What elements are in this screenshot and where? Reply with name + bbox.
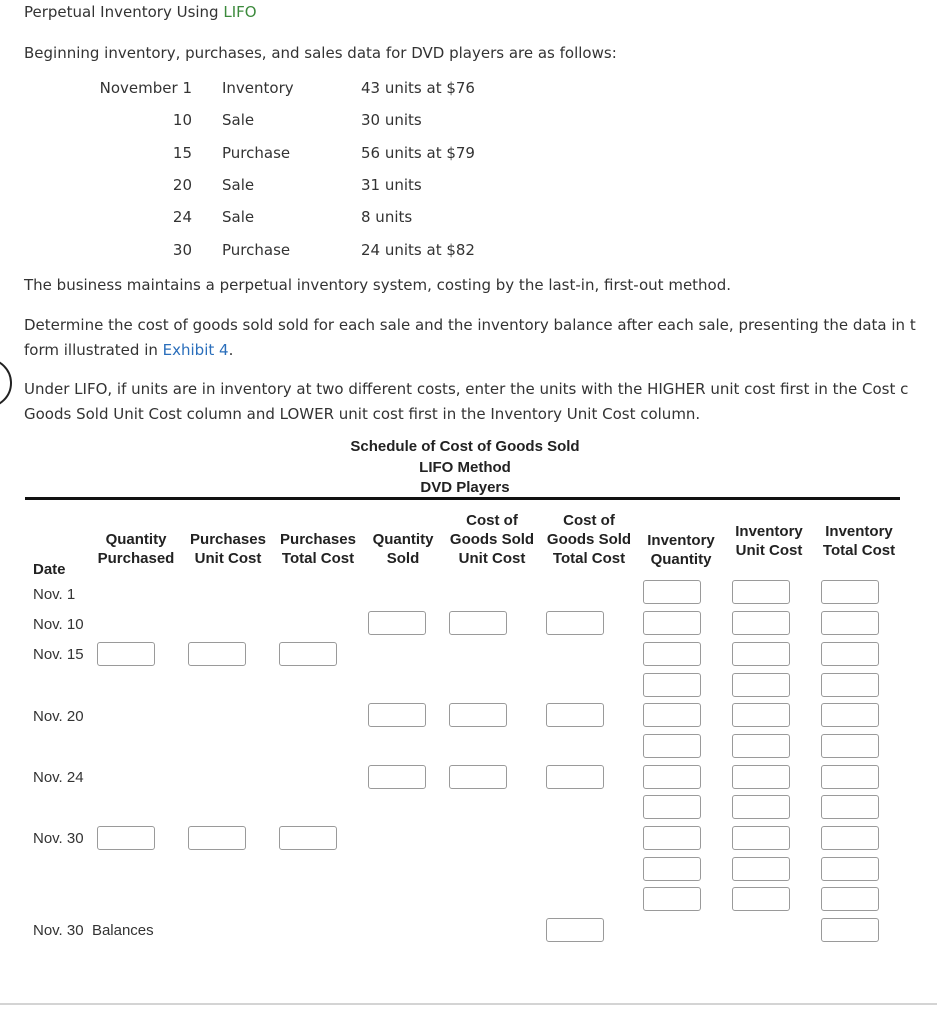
lifo-link[interactable]: LIFO — [223, 3, 257, 21]
inv-unit-cost-input[interactable] — [732, 611, 790, 635]
inv-qty-input[interactable] — [643, 673, 701, 697]
qty-purchased-input[interactable] — [97, 826, 155, 850]
purch-unit-cost-input[interactable] — [188, 642, 246, 666]
txn-date: 15 — [172, 144, 192, 162]
col-qty-purchased: Quantity Purchased — [97, 531, 175, 567]
purch-total-cost-input[interactable] — [279, 826, 337, 850]
inv-qty-input[interactable] — [643, 765, 701, 789]
txn-type: Purchase — [222, 144, 291, 162]
inv-unit-cost-input[interactable] — [732, 795, 790, 819]
schedule-method: LIFO Method — [419, 459, 511, 476]
inv-total-cost-input[interactable] — [821, 703, 879, 727]
txn-date: 30 — [172, 241, 192, 259]
inv-unit-cost-input[interactable] — [732, 703, 790, 727]
schedule-product: DVD Players — [420, 479, 510, 496]
indicator-circle — [0, 358, 12, 408]
inv-total-cost-input[interactable] — [821, 765, 879, 789]
txn-date: November 1 — [99, 79, 192, 97]
txn-type: Sale — [222, 111, 255, 129]
cogs-unit-cost-input[interactable] — [449, 703, 507, 727]
inv-unit-cost-input[interactable] — [732, 765, 790, 789]
col-cogs-total-cost: Cost of Goods Sold Total Cost — [546, 512, 632, 567]
txn-date: 20 — [172, 176, 192, 194]
inv-total-cost-input[interactable] — [821, 826, 879, 850]
inv-qty-input[interactable] — [643, 580, 701, 604]
purch-unit-cost-input[interactable] — [188, 826, 246, 850]
txn-date: 24 — [172, 208, 192, 226]
txn-date: 10 — [172, 111, 192, 129]
col-purch-unit-cost: Purchases Unit Cost — [190, 531, 266, 567]
txn-type: Purchase — [222, 241, 291, 259]
method-note: The business maintains a perpetual inventory system, costing by the last-in, first-out method. — [24, 276, 732, 294]
cogs-total-cost-input[interactable] — [546, 765, 604, 789]
row-date-nov30: Nov. 30 — [33, 830, 84, 847]
inv-unit-cost-input[interactable] — [732, 673, 790, 697]
inv-unit-cost-input[interactable] — [732, 857, 790, 881]
determine-text: form illustrated in — [24, 341, 163, 359]
inv-total-cost-input[interactable] — [821, 734, 879, 758]
cogs-total-cost-input[interactable] — [546, 611, 604, 635]
cogs-unit-cost-input[interactable] — [449, 611, 507, 635]
col-purch-total-cost: Purchases Total Cost — [280, 531, 356, 567]
inv-qty-input[interactable] — [643, 703, 701, 727]
txn-detail: 43 units at $76 — [361, 79, 475, 97]
qty-purchased-input[interactable] — [97, 642, 155, 666]
inv-total-cost-input[interactable] — [821, 642, 879, 666]
balances-date: Nov. 30 — [33, 922, 84, 939]
txn-detail: 8 units — [361, 208, 413, 226]
heading-text: Perpetual Inventory Using — [24, 3, 224, 21]
txn-type: Sale — [222, 176, 255, 194]
inv-qty-input[interactable] — [643, 642, 701, 666]
txn-type: Sale — [222, 208, 255, 226]
inv-qty-input[interactable] — [643, 611, 701, 635]
determine-line2 — [24, 341, 233, 359]
inv-qty-input[interactable] — [643, 857, 701, 881]
row-date-nov10: Nov. 10 — [33, 616, 84, 633]
exhibit-link[interactable]: Exhibit 4 — [162, 341, 229, 359]
col-cogs-unit-cost: Cost of Goods Sold Unit Cost — [449, 512, 535, 567]
purch-total-cost-input[interactable] — [279, 642, 337, 666]
col-qty-sold: Quantity Sold — [372, 531, 434, 567]
inv-unit-cost-input[interactable] — [732, 580, 790, 604]
balances-label: Balances — [91, 922, 154, 939]
inv-qty-input[interactable] — [643, 734, 701, 758]
schedule-title: Schedule of Cost of Goods Sold — [350, 438, 580, 455]
instruction-line2: Goods Sold Unit Cost column and LOWER unit cost first in the Inventory Unit Cost column. — [24, 405, 701, 423]
balances-cogs-total-input[interactable] — [546, 918, 604, 942]
row-date-nov24: Nov. 24 — [33, 769, 84, 786]
header-rule — [25, 497, 900, 500]
intro-text: Beginning inventory, purchases, and sales data for DVD players are as follows: — [24, 44, 617, 62]
inv-unit-cost-input[interactable] — [732, 887, 790, 911]
row-date-nov1: Nov. 1 — [33, 586, 76, 603]
page-heading — [24, 3, 257, 21]
txn-type: Inventory — [222, 79, 294, 97]
col-inv-unit-cost: Inventory Unit Cost — [735, 523, 803, 559]
col-date: Date — [33, 561, 66, 578]
inv-qty-input[interactable] — [643, 887, 701, 911]
txn-detail: 56 units at $79 — [361, 144, 475, 162]
txn-detail: 24 units at $82 — [361, 241, 475, 259]
inv-total-cost-input[interactable] — [821, 795, 879, 819]
inv-total-cost-input[interactable] — [821, 580, 879, 604]
balances-inv-total-input[interactable] — [821, 918, 879, 942]
col-inv-total-cost: Inventory Total Cost — [822, 523, 896, 559]
col-inv-qty: Inventory Quantity — [647, 532, 715, 568]
instruction-line1: Under LIFO, if units are in inventory at two different costs, enter the units with the HIGHER unit cost first in the Cost c — [24, 380, 909, 398]
inv-unit-cost-input[interactable] — [732, 826, 790, 850]
row-date-nov20: Nov. 20 — [33, 708, 84, 725]
txn-detail: 31 units — [361, 176, 422, 194]
qty-sold-input[interactable] — [368, 703, 426, 727]
txn-detail: 30 units — [361, 111, 422, 129]
qty-sold-input[interactable] — [368, 765, 426, 789]
qty-sold-input[interactable] — [368, 611, 426, 635]
cogs-unit-cost-input[interactable] — [449, 765, 507, 789]
inv-qty-input[interactable] — [643, 795, 701, 819]
inv-total-cost-input[interactable] — [821, 611, 879, 635]
inv-total-cost-input[interactable] — [821, 673, 879, 697]
determine-period: . — [228, 341, 234, 359]
row-date-nov15: Nov. 15 — [33, 646, 84, 663]
cogs-total-cost-input[interactable] — [546, 703, 604, 727]
determine-line1: Determine the cost of goods sold sold for each sale and the inventory balance after each sale, presenting the data in t — [24, 316, 916, 334]
inv-total-cost-input[interactable] — [821, 887, 879, 911]
inv-unit-cost-input[interactable] — [732, 734, 790, 758]
inv-unit-cost-input[interactable] — [732, 642, 790, 666]
inv-total-cost-input[interactable] — [821, 857, 879, 881]
inv-qty-input[interactable] — [643, 826, 701, 850]
page-divider — [0, 1003, 937, 1005]
row-balances — [33, 922, 154, 939]
